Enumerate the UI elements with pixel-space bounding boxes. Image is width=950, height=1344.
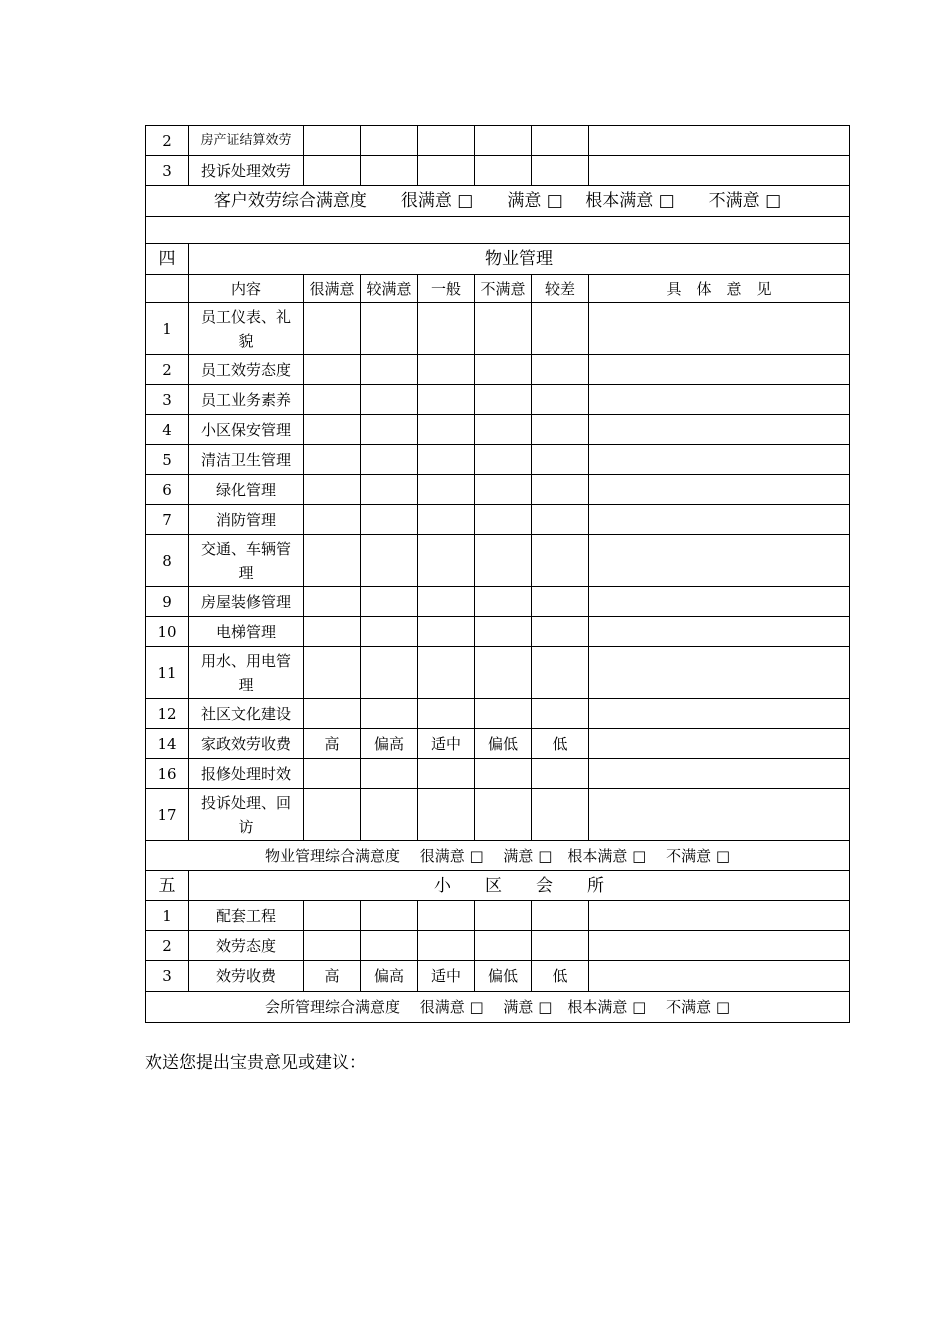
column-header-content: 内容	[189, 275, 304, 303]
row-number: 2	[146, 931, 189, 961]
comment-cell[interactable]	[589, 535, 850, 587]
rating-cell[interactable]	[475, 617, 532, 647]
comment-cell[interactable]	[589, 415, 850, 445]
table-row	[146, 587, 850, 617]
rating-cell[interactable]	[532, 475, 589, 505]
rating-cell[interactable]	[532, 647, 589, 699]
rating-cell[interactable]	[304, 587, 361, 617]
comment-cell[interactable]	[589, 445, 850, 475]
section-title: 小 区 会 所	[189, 871, 850, 901]
rating-cell[interactable]	[475, 759, 532, 789]
comment-cell[interactable]	[589, 587, 850, 617]
rating-cell[interactable]	[475, 126, 532, 156]
item-label: 投诉处理效劳	[189, 156, 304, 186]
comment-cell[interactable]	[589, 699, 850, 729]
comment-cell[interactable]	[589, 901, 850, 931]
rating-cell[interactable]	[361, 759, 418, 789]
rating-cell[interactable]	[304, 931, 361, 961]
rating-cell[interactable]	[361, 156, 418, 186]
rating-cell[interactable]	[304, 759, 361, 789]
rating-cell[interactable]	[304, 647, 361, 699]
row-number: 2	[146, 126, 189, 156]
item-label: 房产证结算效劳	[189, 126, 304, 156]
rating-cell[interactable]	[418, 385, 475, 415]
table-row	[146, 475, 850, 505]
rating-cell[interactable]	[361, 303, 418, 355]
table-row	[146, 617, 850, 647]
rating-cell[interactable]: 高	[304, 729, 361, 759]
rating-cell[interactable]	[475, 505, 532, 535]
row-number: 1	[146, 303, 189, 355]
rating-cell[interactable]	[361, 535, 418, 587]
rating-cell[interactable]: 低	[532, 729, 589, 759]
rating-cell[interactable]	[475, 156, 532, 186]
rating-cell[interactable]	[361, 415, 418, 445]
section-header-row	[146, 871, 850, 901]
rating-cell[interactable]	[532, 699, 589, 729]
rating-cell[interactable]	[418, 931, 475, 961]
item-label: 用水、用电管理	[189, 647, 304, 699]
rating-cell[interactable]	[418, 901, 475, 931]
blank-row	[146, 217, 850, 244]
table-row	[146, 961, 850, 992]
rating-cell[interactable]	[361, 931, 418, 961]
rating-cell[interactable]	[532, 303, 589, 355]
table-row	[146, 505, 850, 535]
rating-cell[interactable]	[361, 475, 418, 505]
rating-cell[interactable]: 高	[304, 961, 361, 992]
comment-cell[interactable]	[589, 385, 850, 415]
item-label: 员工业务素养	[189, 385, 304, 415]
rating-cell[interactable]	[418, 535, 475, 587]
table-row	[146, 729, 850, 759]
rating-cell[interactable]: 适中	[418, 961, 475, 992]
column-header-comments: 具 体 意 见	[589, 275, 850, 303]
row-number: 10	[146, 617, 189, 647]
row-number: 4	[146, 415, 189, 445]
comment-cell[interactable]	[589, 126, 850, 156]
table-row	[146, 789, 850, 841]
section-title: 物业管理	[189, 244, 850, 275]
table-row	[146, 415, 850, 445]
rating-cell[interactable]	[532, 789, 589, 841]
comment-cell[interactable]	[589, 303, 850, 355]
item-label: 效劳收费	[189, 961, 304, 992]
survey-table-body	[146, 126, 850, 1023]
row-number: 17	[146, 789, 189, 841]
satisfaction-survey-table	[145, 125, 850, 1023]
rating-cell[interactable]	[418, 759, 475, 789]
rating-cell[interactable]	[361, 901, 418, 931]
row-number: 3	[146, 385, 189, 415]
table-row	[146, 445, 850, 475]
rating-cell[interactable]	[475, 931, 532, 961]
rating-cell[interactable]	[532, 126, 589, 156]
rating-cell[interactable]: 偏高	[361, 961, 418, 992]
table-row	[146, 385, 850, 415]
rating-cell[interactable]	[532, 355, 589, 385]
rating-cell[interactable]	[532, 505, 589, 535]
rating-cell[interactable]	[475, 535, 532, 587]
rating-cell[interactable]	[475, 445, 532, 475]
row-number: 5	[146, 445, 189, 475]
table-row	[146, 759, 850, 789]
row-number: 16	[146, 759, 189, 789]
blank-cell	[146, 217, 850, 244]
property-management-summary-row	[146, 841, 850, 871]
row-number: 14	[146, 729, 189, 759]
item-label: 员工效劳态度	[189, 355, 304, 385]
rating-cell[interactable]	[361, 505, 418, 535]
rating-cell[interactable]	[475, 647, 532, 699]
rating-cell[interactable]	[532, 901, 589, 931]
rating-cell[interactable]	[475, 415, 532, 445]
column-header-row	[146, 275, 850, 303]
rating-cell[interactable]	[304, 445, 361, 475]
rating-cell[interactable]	[475, 475, 532, 505]
comment-cell[interactable]	[589, 961, 850, 992]
rating-cell[interactable]	[361, 385, 418, 415]
section-number: 五	[146, 871, 189, 901]
rating-cell[interactable]	[304, 126, 361, 156]
rating-cell[interactable]: 偏高	[361, 729, 418, 759]
rating-cell[interactable]	[475, 355, 532, 385]
feedback-prompt: 欢送您提出宝贵意见或建议：	[145, 1053, 366, 1073]
rating-cell[interactable]	[361, 617, 418, 647]
rating-cell[interactable]	[361, 699, 418, 729]
item-label: 家政效劳收费	[189, 729, 304, 759]
item-label: 电梯管理	[189, 617, 304, 647]
row-number: 6	[146, 475, 189, 505]
item-label: 房屋装修管理	[189, 587, 304, 617]
rating-cell[interactable]: 低	[532, 961, 589, 992]
comment-cell[interactable]	[589, 931, 850, 961]
row-number: 7	[146, 505, 189, 535]
rating-cell[interactable]	[532, 535, 589, 587]
rating-cell[interactable]	[418, 505, 475, 535]
rating-cell[interactable]: 适中	[418, 729, 475, 759]
section-header-row	[146, 244, 850, 275]
column-header-average: 一般	[418, 275, 475, 303]
item-label: 绿化管理	[189, 475, 304, 505]
rating-cell[interactable]	[532, 759, 589, 789]
rating-cell[interactable]	[304, 901, 361, 931]
property-management-summary[interactable]: 物业管理综合满意度 很满意 □ 满意 □ 根本满意 □ 不满意 □	[146, 841, 850, 871]
rating-cell[interactable]	[418, 415, 475, 445]
rating-cell[interactable]	[304, 415, 361, 445]
item-label: 效劳态度	[189, 931, 304, 961]
comment-cell[interactable]	[589, 505, 850, 535]
rating-cell[interactable]	[418, 126, 475, 156]
column-header-fairly-satisfied: 较满意	[361, 275, 418, 303]
rating-cell[interactable]	[361, 355, 418, 385]
rating-cell[interactable]	[304, 535, 361, 587]
table-row	[146, 535, 850, 587]
item-label: 清洁卫生管理	[189, 445, 304, 475]
rating-cell[interactable]	[532, 156, 589, 186]
row-number: 1	[146, 901, 189, 931]
clubhouse-summary-row	[146, 992, 850, 1023]
rating-cell[interactable]	[475, 587, 532, 617]
rating-cell[interactable]	[475, 789, 532, 841]
table-row	[146, 126, 850, 156]
row-number: 8	[146, 535, 189, 587]
column-header-very-satisfied: 很满意	[304, 275, 361, 303]
rating-cell[interactable]	[304, 156, 361, 186]
table-row	[146, 303, 850, 355]
item-label: 消防管理	[189, 505, 304, 535]
rating-cell[interactable]	[361, 789, 418, 841]
section-number: 四	[146, 244, 189, 275]
comment-cell[interactable]	[589, 475, 850, 505]
item-label: 配套工程	[189, 901, 304, 931]
rating-cell[interactable]	[304, 505, 361, 535]
rating-cell[interactable]	[532, 931, 589, 961]
clubhouse-summary[interactable]: 会所管理综合满意度 很满意 □ 满意 □ 根本满意 □ 不满意 □	[146, 992, 850, 1023]
rating-cell[interactable]	[304, 385, 361, 415]
rating-cell[interactable]	[418, 445, 475, 475]
rating-cell[interactable]	[532, 587, 589, 617]
row-number: 9	[146, 587, 189, 617]
rating-cell[interactable]: 偏低	[475, 729, 532, 759]
item-label: 社区文化建设	[189, 699, 304, 729]
row-number: 12	[146, 699, 189, 729]
rating-cell[interactable]	[532, 415, 589, 445]
rating-cell[interactable]	[532, 617, 589, 647]
rating-cell[interactable]	[418, 156, 475, 186]
rating-cell[interactable]	[361, 587, 418, 617]
rating-cell[interactable]	[361, 647, 418, 699]
item-label: 员工仪表、礼貌	[189, 303, 304, 355]
rating-cell[interactable]	[361, 445, 418, 475]
comment-cell[interactable]	[589, 355, 850, 385]
column-header-dissatisfied: 不满意	[475, 275, 532, 303]
rating-cell[interactable]: 偏低	[475, 961, 532, 992]
customer-service-summary[interactable]: 客户效劳综合满意度 很满意 □ 满意 □ 根本满意 □ 不满意 □	[146, 186, 850, 217]
rating-cell[interactable]	[475, 303, 532, 355]
table-row	[146, 355, 850, 385]
rating-cell[interactable]	[418, 789, 475, 841]
rating-cell[interactable]	[418, 617, 475, 647]
rating-cell[interactable]	[475, 699, 532, 729]
comment-cell[interactable]	[589, 789, 850, 841]
item-label: 投诉处理、回访	[189, 789, 304, 841]
column-header-poor: 较差	[532, 275, 589, 303]
rating-cell[interactable]	[304, 617, 361, 647]
item-label: 交通、车辆管理	[189, 535, 304, 587]
table-row	[146, 901, 850, 931]
rating-cell[interactable]	[418, 475, 475, 505]
comment-cell[interactable]	[589, 759, 850, 789]
item-label: 报修处理时效	[189, 759, 304, 789]
rating-cell[interactable]	[475, 385, 532, 415]
rating-cell[interactable]	[418, 587, 475, 617]
customer-service-summary-row	[146, 186, 850, 217]
rating-cell[interactable]	[475, 901, 532, 931]
row-number: 11	[146, 647, 189, 699]
row-number: 3	[146, 961, 189, 992]
table-row	[146, 647, 850, 699]
rating-cell[interactable]	[304, 789, 361, 841]
table-row	[146, 699, 850, 729]
rating-cell[interactable]	[304, 303, 361, 355]
rating-cell[interactable]	[532, 445, 589, 475]
table-row	[146, 156, 850, 186]
rating-cell[interactable]	[532, 385, 589, 415]
table-row	[146, 931, 850, 961]
row-number: 2	[146, 355, 189, 385]
rating-cell[interactable]	[418, 303, 475, 355]
column-header-blank	[146, 275, 189, 303]
rating-cell[interactable]	[361, 126, 418, 156]
rating-cell[interactable]	[418, 699, 475, 729]
comment-cell[interactable]	[589, 617, 850, 647]
comment-cell[interactable]	[589, 647, 850, 699]
rating-cell[interactable]	[304, 699, 361, 729]
rating-cell[interactable]	[418, 647, 475, 699]
item-label: 小区保安管理	[189, 415, 304, 445]
row-number: 3	[146, 156, 189, 186]
rating-cell[interactable]	[304, 475, 361, 505]
rating-cell[interactable]	[418, 355, 475, 385]
comment-cell[interactable]	[589, 156, 850, 186]
rating-cell[interactable]	[304, 355, 361, 385]
comment-cell[interactable]	[589, 729, 850, 759]
